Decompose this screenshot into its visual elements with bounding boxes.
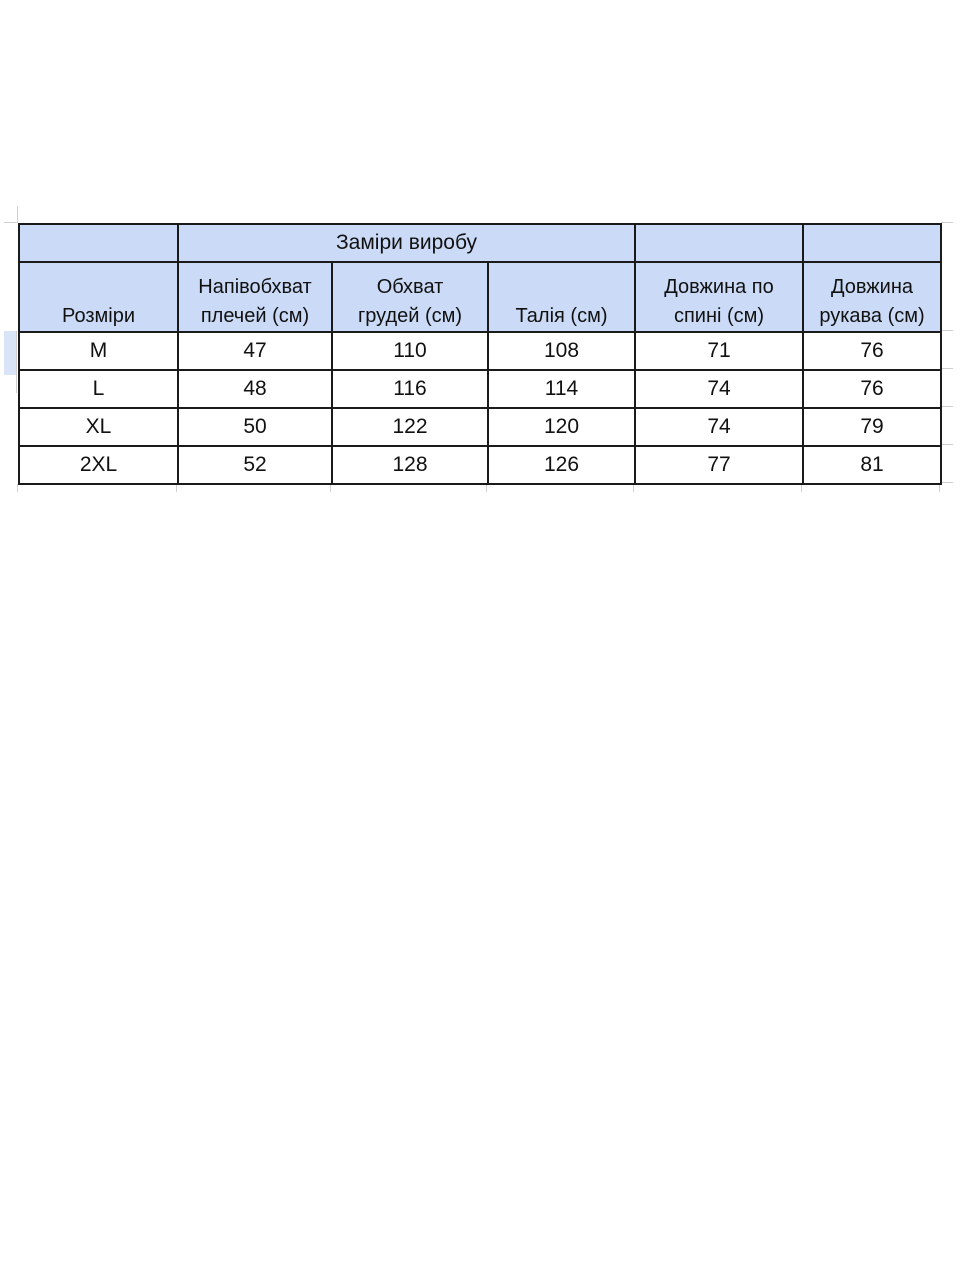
table-row [19,446,941,484]
size-cell: L [19,370,178,408]
gridline-stub [330,484,331,492]
size-cell: 2XL [19,446,178,484]
value-cell: 110 [332,332,488,370]
value-cell: 77 [635,446,803,484]
size-cell: XL [19,408,178,446]
value-cell: 71 [635,332,803,370]
gridline-stub [4,222,18,223]
value-cell: 52 [178,446,332,484]
value-cell: 81 [803,446,941,484]
gridline-stub [633,484,634,492]
gridline-stub [801,484,802,492]
value-cell: 74 [635,408,803,446]
empty-header-cell [803,224,941,262]
column-header-label: плечей (см) [200,305,310,327]
value-cell: 126 [488,446,635,484]
column-header-label: Довжина по [664,276,774,298]
column-header-label: грудей (см) [357,305,463,327]
column-header-label: Обхват [376,276,444,298]
gridline-stub [486,484,487,492]
value-cell: 47 [178,332,332,370]
gridline-stub [17,484,18,492]
column-header-label: спині (см) [673,305,765,327]
gridline-stub [176,484,177,492]
gridline-stub [941,368,953,369]
column-header-label: Розміри [61,305,136,327]
table-title-row [19,224,941,262]
column-header-sleeve-length [803,262,941,332]
gridline-stub [941,444,953,445]
gridline-stub [941,330,953,331]
size-chart-table [18,223,942,485]
gridline-stub [17,206,18,223]
gridline-stub [941,406,953,407]
value-cell: 48 [178,370,332,408]
table-title: Заміри виробу [178,224,635,262]
value-cell: 128 [332,446,488,484]
gridline-stub [939,484,940,492]
value-cell: 74 [635,370,803,408]
size-cell: M [19,332,178,370]
value-cell: 50 [178,408,332,446]
column-header-waist [488,262,635,332]
column-header-label: Напівобхват [198,276,312,298]
column-header-chest [332,262,488,332]
table-row [19,370,941,408]
column-header-shoulder [178,262,332,332]
gridline-stub [941,222,953,223]
table-row [19,408,941,446]
column-header-sizes [19,262,178,332]
value-cell: 79 [803,408,941,446]
column-header-row [19,262,941,332]
value-cell: 108 [488,332,635,370]
table-row [19,332,941,370]
value-cell: 116 [332,370,488,408]
gridline-stub [16,331,17,393]
column-header-label: рукава (см) [819,305,925,327]
row-selection-marker [4,331,16,375]
column-header-label: Талія (см) [515,305,608,327]
value-cell: 114 [488,370,635,408]
gridline-stub [941,482,953,483]
value-cell: 76 [803,332,941,370]
empty-header-cell [635,224,803,262]
value-cell: 122 [332,408,488,446]
column-header-back-length [635,262,803,332]
value-cell: 120 [488,408,635,446]
empty-header-cell [19,224,178,262]
column-header-label: Довжина [830,276,913,298]
value-cell: 76 [803,370,941,408]
